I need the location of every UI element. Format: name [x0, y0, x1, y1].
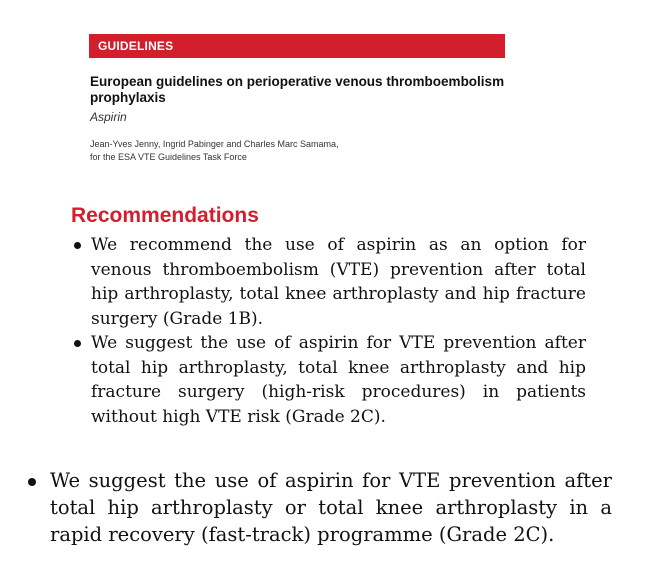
- recommendations-list: [74, 233, 586, 429]
- bullet-icon: [74, 242, 81, 249]
- list-item: [74, 233, 586, 331]
- bullet-icon: [74, 340, 81, 347]
- article-title: European guidelines on perioperative venous thromboembolism prophylaxis: [90, 74, 505, 105]
- recommendations-heading: Recommendations: [71, 204, 259, 227]
- author-list: [90, 138, 338, 164]
- bullet-icon: [28, 478, 36, 486]
- article-subtitle: Aspirin: [90, 110, 127, 124]
- list-item: [26, 467, 612, 548]
- recommendation-text: We recommend the use of aspirin as an option for venous thromboembolism (VTE) prevention after total hip arthroplasty, total knee arthroplasty and hip fracture surgery (Grade 1B).: [91, 235, 586, 329]
- list-item: [74, 331, 586, 429]
- authors-line-2: for the ESA VTE Guidelines Task Force: [90, 152, 247, 162]
- guidelines-banner: [89, 34, 505, 58]
- authors-line-1: Jean-Yves Jenny, Ingrid Pabinger and Charles Marc Samama,: [90, 139, 339, 149]
- banner-label: GUIDELINES: [98, 39, 174, 53]
- recommendation-text: We suggest the use of aspirin for VTE prevention after total hip arthroplasty, total knee arthroplasty and hip fracture surgery (high-risk procedures) in patients without high VTE risk (Grade 2C).: [91, 333, 586, 427]
- recommendation-text: We suggest the use of aspirin for VTE prevention after total hip arthroplasty or total knee arthroplasty in a rapid recovery (fast-track) programme (Grade 2C).: [50, 469, 612, 546]
- additional-recommendation: [26, 467, 612, 548]
